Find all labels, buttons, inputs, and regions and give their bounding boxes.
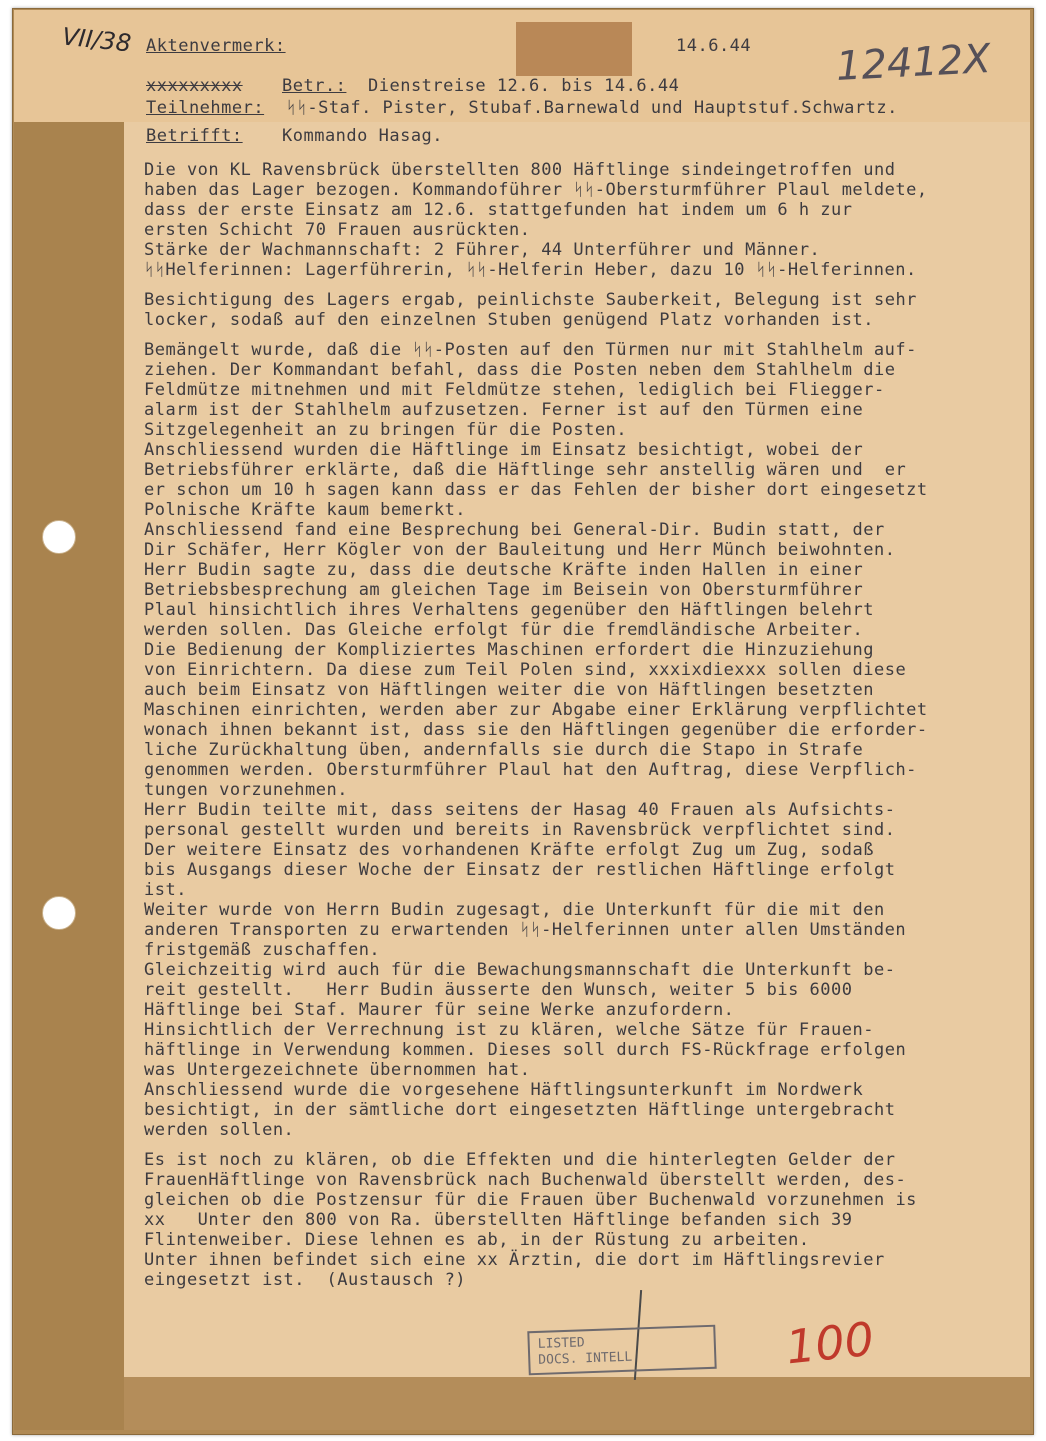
text-line: werden sollen.	[144, 1120, 295, 1140]
betr-text: Dienstreise 12.6. bis 14.6.44	[368, 76, 680, 96]
punch-hole-bottom	[42, 896, 76, 930]
paragraph	[144, 290, 1030, 330]
text-line: Plaul hinsichtlich ihres Verhaltens gegenüber den Häftlingen belehrt	[144, 600, 874, 620]
text-line: ᛋᛋHelferinnen: Lagerführerin, ᛋᛋ-Helferin Heber, dazu 10 ᛋᛋ-Helferinnen.	[144, 260, 917, 280]
text-line: Anschliessend wurde die vorgesehene Häftlingsunterkunft im Nordwerk	[144, 1080, 864, 1100]
betr-label: Betr.:	[282, 76, 347, 96]
text-line: reit gestellt. Herr Budin äusserte den Wunsch, weiter 5 bis 6000	[144, 980, 853, 1000]
text-line: genommen werden. Obersturmführer Plaul hat den Auftrag, diese Verpflich-	[144, 760, 917, 780]
text-line: tungen vorzunehmen.	[144, 780, 348, 800]
text-line: Herr Budin teilte mit, dass seitens der Hasag 40 Frauen als Aufsichts-	[144, 800, 896, 820]
text-line: ist.	[144, 880, 187, 900]
text-line: xx Unter den 800 von Ra. überstellten Häftlinge befanden sich 39	[144, 1210, 853, 1230]
teilnehmer-text: ᛋᛋ-Staf. Pister, Stubaf.Barnewald und Hauptstuf.Schwartz.	[286, 98, 898, 118]
listed-docs-stamp	[527, 1325, 716, 1376]
text-line: FrauenHäftlinge von Ravensbrück nach Buchenwald überstellt werden, des-	[144, 1170, 907, 1190]
betrifft-text: Kommando Hasag.	[282, 126, 444, 146]
text-line: Sitzgelegenheit an zu bringen für die Posten.	[144, 420, 628, 440]
memo-body	[144, 160, 1030, 1300]
text-line: auch beim Einsatz von Häftlingen weiter die von Häftlingen besetzten	[144, 680, 874, 700]
file-mark: VII/38	[60, 22, 133, 58]
text-line: haben das Lager bezogen. Kommandoführer ᛋᛋ-Obersturmführer Plaul meldete,	[144, 180, 928, 200]
text-line: gleichen ob die Postzensur für die Frauen über Buchenwald vorzunehmen is	[144, 1190, 917, 1210]
text-line: Stärke der Wachmannschaft: 2 Führer, 44 Unterführer und Männer.	[144, 240, 821, 260]
text-line: dass der erste Einsatz am 12.6. stattgefunden hat indem um 6 h zur	[144, 200, 853, 220]
text-line: Betriebsführer erklärte, daß die Häftlinge sehr anstellig wären und er	[144, 460, 907, 480]
text-line: locker, sodaß auf den einzelnen Stuben genügend Platz vorhanden ist.	[144, 310, 874, 330]
text-line: Polnische Kräfte kaum bemerkt.	[144, 500, 467, 520]
memo-title: Aktenvermerk:	[146, 36, 286, 56]
stamp-line-1: LISTED	[537, 1335, 585, 1352]
text-line: Flintenweiber. Diese lehnen es ab, in der Rüstung zu arbeiten.	[144, 1230, 810, 1250]
text-line: Bemängelt wurde, daß die ᛋᛋ-Posten auf den Türmen nur mit Stahlhelm auf-	[144, 340, 917, 360]
tape-patch	[516, 22, 632, 76]
text-line: Maschinen einrichten, werden aber zur Abgabe einer Erklärung verpflichtet	[144, 700, 928, 720]
reference-number: 12412X	[834, 35, 992, 91]
text-line: Weiter wurde von Herrn Budin zugesagt, die Unterkunft für die mit den	[144, 900, 885, 920]
handwritten-page-number: 100	[783, 1311, 877, 1375]
bottom-margin-strip	[124, 1377, 1030, 1430]
left-margin-strip	[14, 122, 124, 1430]
text-line: Der weitere Einsatz des vorhandenen Kräfte erfolgt Zug um Zug, sodaß	[144, 840, 874, 860]
text-line: eingesetzt ist. (Austausch ?)	[144, 1270, 467, 1290]
text-line: personal gestellt wurden und bereits in Ravensbrück verpflichtet sind.	[144, 820, 896, 840]
text-line: Dir Schäfer, Herr Kögler von der Bauleitung und Herr Münch beiwohnten.	[144, 540, 896, 560]
paragraph	[144, 1150, 1030, 1290]
text-line: anderen Transporten zu erwartenden ᛋᛋ-Helferinnen unter allen Umständen	[144, 920, 907, 940]
text-line: was Untergezeichnete übernommen hat.	[144, 1060, 531, 1080]
text-line: Feldmütze mitnehmen und mit Feldmütze stehen, lediglich bei Fliegger-	[144, 380, 885, 400]
betrifft-label: Betrifft:	[146, 126, 243, 146]
text-line: ersten Schicht 70 Frauen ausrückten.	[144, 220, 531, 240]
text-line: liche Zurückhaltung üben, andernfalls sie durch die Stapo in Strafe	[144, 740, 864, 760]
text-line: von Einrichtern. Da diese zum Teil Polen sind, xxxixdiexxx sollen diese	[144, 660, 907, 680]
text-line: Häftlinge bei Staf. Maurer für seine Werke anzufordern.	[144, 1000, 735, 1020]
text-line: wonach ihnen bekannt ist, dass sie den Häftlingen gegenüber die erforder-	[144, 720, 928, 740]
text-line: Die Bedienung der Kompliziertes Maschinen erfordert die Hinzuziehung	[144, 640, 874, 660]
text-line: er schon um 10 h sagen kann dass er das Fehlen der bisher dort eingesetzt	[144, 480, 928, 500]
text-line: bis Ausgangs dieser Woche der Einsatz der restlichen Häftlinge erfolgt	[144, 860, 896, 880]
text-line: alarm ist der Stahlhelm aufzusetzen. Ferner ist auf den Türmen eine	[144, 400, 864, 420]
punch-hole-top	[42, 520, 76, 554]
text-line: Anschliessend fand eine Besprechung bei General-Dir. Budin statt, der	[144, 520, 885, 540]
paragraph	[144, 340, 1030, 1140]
memo-date: 14.6.44	[676, 36, 752, 56]
text-line: Gleichzeitig wird auch für die Bewachungsmannschaft die Unterkunft be-	[144, 960, 896, 980]
text-line: Die von KL Ravensbrück überstellten 800 Häftlinge sindeingetroffen und	[144, 160, 896, 180]
text-line: werden sollen. Das Gleiche erfolgt für die fremdländische Arbeiter.	[144, 620, 864, 640]
teilnehmer-label: Teilnehmer:	[146, 98, 265, 118]
text-line: häftlinge in Verwendung kommen. Dieses soll durch FS-Rückfrage erfolgen	[144, 1040, 907, 1060]
text-line: Herr Budin sagte zu, dass die deutsche Kräfte inden Hallen in einer	[144, 560, 864, 580]
stamp-line-2: DOCS. INTELL	[538, 1349, 633, 1368]
text-line: Betriebsbesprechung am gleichen Tage im Beisein von Obersturmführer	[144, 580, 864, 600]
text-line: ziehen. Der Kommandant befahl, dass die Posten neben dem Stahlhelm die	[144, 360, 896, 380]
text-line: besichtigt, in der sämtliche dort eingesetzten Häftlinge untergebracht	[144, 1100, 896, 1120]
text-line: Unter ihnen befindet sich eine xx Ärztin, die dort im Häftlingsrevier	[144, 1250, 885, 1270]
text-line: Besichtigung des Lagers ergab, peinlichste Sauberkeit, Belegung ist sehr	[144, 290, 917, 310]
paragraph	[144, 160, 1030, 280]
text-line: Es ist noch zu klären, ob die Effekten und die hinterlegten Gelder der	[144, 1150, 896, 1170]
text-line: fristgemäß zuschaffen.	[144, 940, 381, 960]
text-line: Anschliessend wurden die Häftlinge im Einsatz besichtigt, wobei der	[144, 440, 864, 460]
text-line: Hinsichtlich der Verrechnung ist zu klären, welche Sätze für Frauen-	[144, 1020, 874, 1040]
struck-text: xxxxxxxxx	[146, 76, 243, 96]
